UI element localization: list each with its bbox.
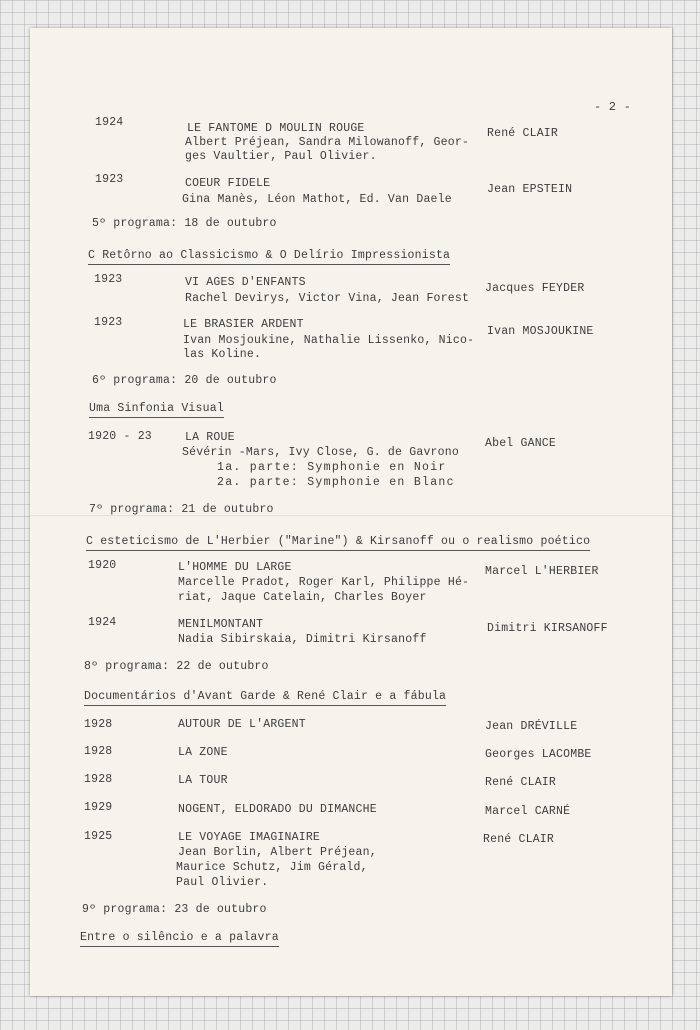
section-title: Uma Sinfonia Visual bbox=[89, 402, 224, 418]
film-year: 1923 bbox=[94, 273, 123, 286]
film-cast: las Koline. bbox=[183, 348, 262, 361]
page-number: - 2 - bbox=[594, 100, 632, 114]
film-cast: 1a. parte: Symphonie en Noir bbox=[217, 461, 447, 474]
film-title: NOGENT, ELDORADO DU DIMANCHE bbox=[178, 803, 377, 816]
program-date: 8º programa: 22 de outubro bbox=[84, 660, 269, 673]
film-year: 1928 bbox=[84, 718, 113, 731]
film-cast: ges Vaultier, Paul Olivier. bbox=[185, 150, 377, 163]
film-year: 1923 bbox=[94, 316, 123, 329]
film-cast: Albert Préjean, Sandra Milowanoff, Geor- bbox=[185, 136, 470, 149]
film-year: 1928 bbox=[84, 773, 113, 786]
film-title: AUTOUR DE L'ARGENT bbox=[178, 718, 306, 731]
film-cast: Paul Olivier. bbox=[176, 876, 269, 889]
film-year: 1929 bbox=[84, 801, 113, 814]
film-cast: 2a. parte: Symphonie en Blanc bbox=[217, 476, 455, 489]
film-year: 1924 bbox=[95, 116, 124, 129]
program-date: 9º programa: 23 de outubro bbox=[82, 903, 267, 916]
section-title: Entre o silêncio e a palavra bbox=[80, 931, 279, 947]
film-director: Jean EPSTEIN bbox=[487, 183, 573, 196]
program-date: 7º programa: 21 de outubro bbox=[89, 503, 274, 516]
film-director: Jean DRÉVILLE bbox=[485, 720, 578, 733]
program-date: 6º programa: 20 de outubro bbox=[92, 374, 277, 387]
film-year: 1923 bbox=[95, 173, 124, 186]
film-year: 1920 bbox=[88, 559, 117, 572]
film-director: Marcel CARNÉ bbox=[485, 805, 571, 818]
film-cast: Sévérin -Mars, Ivy Close, G. de Gavrono bbox=[182, 446, 459, 459]
film-title: COEUR FIDELE bbox=[185, 177, 271, 190]
film-title: LA ZONE bbox=[178, 746, 228, 759]
film-year: 1928 bbox=[84, 745, 113, 758]
film-director: Dimitri KIRSANOFF bbox=[487, 622, 608, 635]
film-cast: Nadia Sibirskaia, Dimitri Kirsanoff bbox=[178, 633, 427, 646]
film-title: MENILMONTANT bbox=[178, 618, 264, 631]
film-cast: riat, Jaque Catelain, Charles Boyer bbox=[178, 591, 427, 604]
film-director: Georges LACOMBE bbox=[485, 748, 592, 761]
film-director: René CLAIR bbox=[485, 776, 557, 789]
section-title: Documentários d'Avant Garde & René Clair e a fábula bbox=[84, 690, 446, 706]
film-director: Ivan MOSJOUKINE bbox=[487, 325, 594, 338]
film-director: Marcel L'HERBIER bbox=[485, 565, 599, 578]
film-cast: Ivan Mosjoukine, Nathalie Lissenko, Nico- bbox=[183, 334, 475, 347]
film-year: 1925 bbox=[84, 830, 113, 843]
section-title: C Retôrno ao Classicismo & O Delírio Impressionista bbox=[88, 249, 450, 265]
film-title: LE VOYAGE IMAGINAIRE bbox=[178, 831, 321, 844]
film-title: L'HOMME DU LARGE bbox=[178, 561, 292, 574]
film-cast: Jean Borlin, Albert Préjean, bbox=[178, 846, 377, 859]
document-page bbox=[30, 28, 672, 996]
film-title: LE FANTOME D MOULIN ROUGE bbox=[187, 122, 365, 135]
film-director: René CLAIR bbox=[487, 127, 559, 140]
film-cast: Marcelle Pradot, Roger Karl, Philippe Hé- bbox=[178, 576, 470, 589]
section-title: C esteticismo de L'Herbier ("Marine") & Kirsanoff ou o realismo poético bbox=[86, 535, 590, 551]
film-director: Abel GANCE bbox=[485, 437, 557, 450]
film-year: 1920 - 23 bbox=[88, 430, 152, 443]
film-director: René CLAIR bbox=[483, 833, 555, 846]
film-cast: Maurice Schutz, Jim Gérald, bbox=[176, 861, 368, 874]
film-title: LE BRASIER ARDENT bbox=[183, 318, 304, 331]
program-date: 5º programa: 18 de outubro bbox=[92, 217, 277, 230]
film-title: LA ROUE bbox=[185, 431, 235, 444]
film-director: Jacques FEYDER bbox=[485, 282, 585, 295]
film-year: 1924 bbox=[88, 616, 117, 629]
film-cast: Gina Manès, Léon Mathot, Ed. Van Daele bbox=[182, 193, 452, 206]
film-cast: Rachel Devirys, Victor Vina, Jean Forest bbox=[185, 292, 470, 305]
film-title: LA TOUR bbox=[178, 774, 228, 787]
film-title: VI AGES D'ENFANTS bbox=[185, 276, 306, 289]
